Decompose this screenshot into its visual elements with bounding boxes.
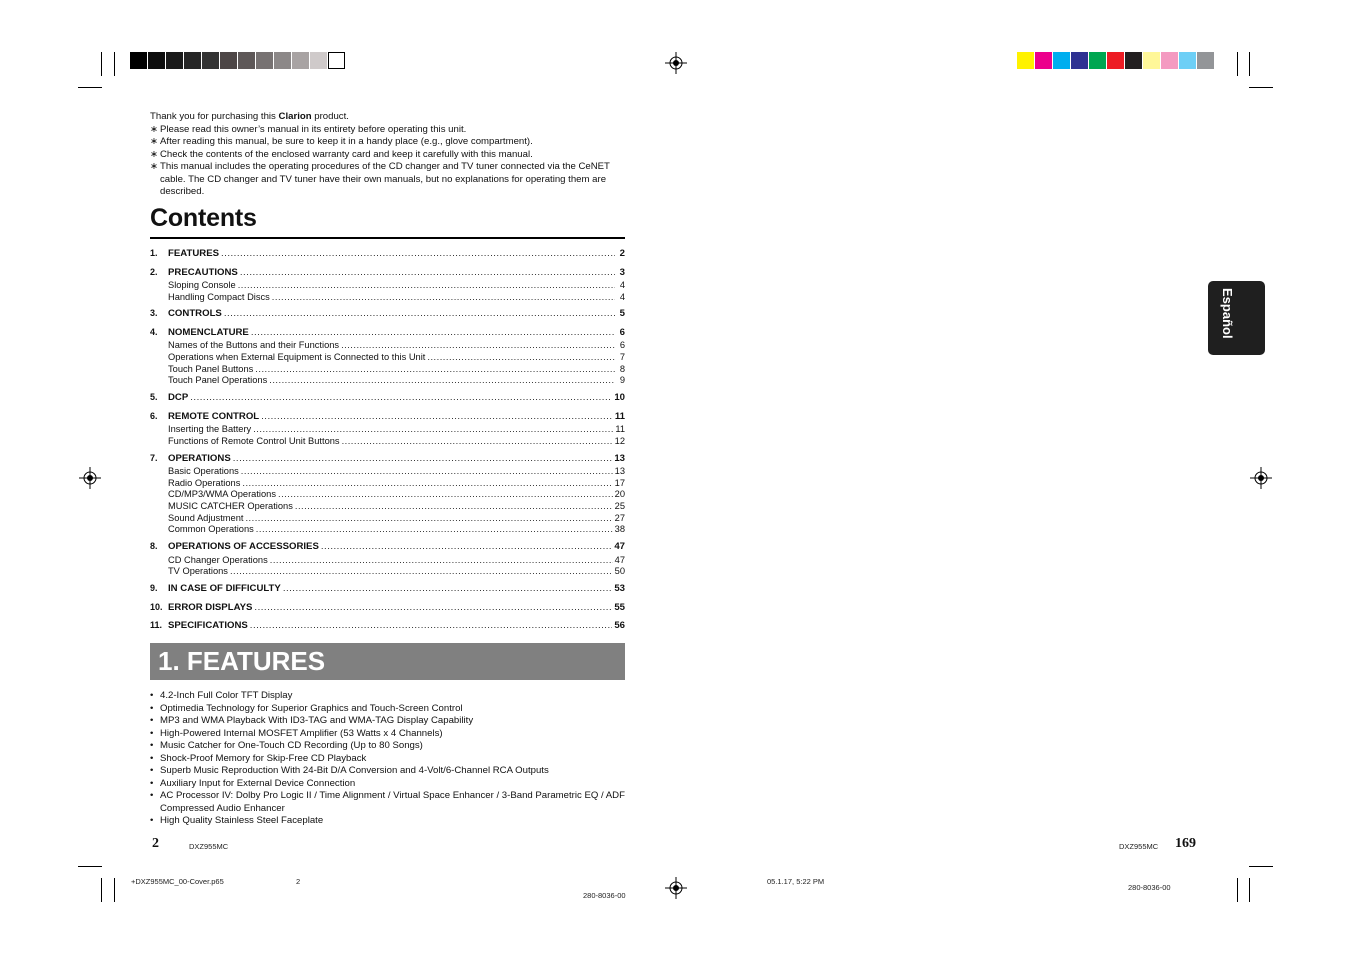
toc-sub-label: Basic Operations [168,466,239,476]
toc-subentry[interactable] [150,340,625,352]
toc-leader [270,555,613,567]
toc-leader [238,280,615,292]
toc-page: 5 [619,308,625,320]
feature-item: • Superb Music Reproduction With 24-Bit D/A Conversion and 4-Volt/6-Channel RCA Outputs [150,765,630,778]
toc-page: 2 [619,248,625,259]
toc-entry[interactable] [150,539,625,555]
crop-mark [101,878,102,902]
toc-label: DCP [168,392,189,404]
toc-section [150,325,625,387]
color-swatch [1125,52,1142,69]
toc-page: 47 [614,541,625,553]
toc-section [150,618,625,634]
toc-entry[interactable] [150,325,625,341]
feature-item: • High-Powered Internal MOSFET Amplifier (53 Watts x 4 Channels) [150,728,630,741]
crop-mark [114,878,115,902]
toc-sub-page: 13 [614,466,625,476]
intro-note: ∗ Please read this owner’s manual in its entirety before operating this unit. [150,124,630,137]
feature-item: • Auxiliary Input for External Device Connection [150,778,630,791]
toc-sub-page: 9 [619,375,625,386]
toc-leader [230,566,613,578]
intro-block [150,111,630,199]
toc-sub-label: Touch Panel Operations [168,375,268,386]
toc-subentry[interactable] [150,436,625,448]
toc-section [150,539,625,578]
toc-sub-page: 4 [619,280,625,290]
slug-date: 05.1.17, 5:22 PM [767,877,825,886]
toc-subentry[interactable] [150,364,625,376]
toc-label: PRECAUTIONS [168,266,238,278]
toc-number: 1. [150,248,158,258]
toc-sub-label: Operations when External Equipment is Connected to this Unit [168,352,426,363]
features-title: 1. FEATURES [158,646,326,676]
toc-page: 11 [614,410,625,422]
crop-mark [1237,52,1238,76]
color-swatch [256,52,273,69]
toc-sub-page: 38 [614,524,625,535]
brand-name: Clarion [278,111,312,122]
color-swatch [148,52,165,69]
contents-title: Contents [150,204,257,232]
toc-sub-label: Radio Operations [168,477,241,488]
feature-item: • MP3 and WMA Playback With ID3-TAG and WMA-TAG Display Capability [150,715,630,728]
toc-number: 11. [150,620,163,630]
left-page-number: 2 [152,836,159,851]
toc-number: 2. [150,266,158,277]
toc-subentry[interactable] [150,466,625,478]
toc-entry[interactable] [150,600,625,616]
toc-subentry[interactable] [150,292,625,304]
toc-section [150,600,625,616]
toc-label: REMOTE CONTROL [168,410,260,422]
features-list [150,690,630,828]
slug-page: 2 [296,877,301,886]
color-swatch [292,52,309,69]
toc-page: 10 [614,392,625,404]
toc-sub-page: 20 [614,489,625,500]
color-swatch [1017,52,1034,69]
toc-sub-label: TV Operations [168,566,228,577]
toc-label: OPERATIONS OF ACCESSORIES [168,541,319,553]
left-model-label: DXZ955MC [189,842,229,851]
toc-subentry[interactable] [150,501,625,513]
toc-number: 7. [150,452,158,463]
toc-page: 55 [614,601,625,613]
toc-page: 56 [614,620,625,631]
registration-target-icon [665,877,687,899]
toc-sub-label: Functions of Remote Control Unit Buttons [168,435,340,446]
toc-sub-page: 17 [614,477,625,488]
toc-leader [295,501,613,513]
color-swatch [220,52,237,69]
feature-item: • Music Catcher for One-Touch CD Recording (Up to 80 Songs) [150,740,630,753]
toc-leader [341,340,615,352]
toc-number: 9. [150,583,158,593]
color-swatch [310,52,327,69]
toc-entry[interactable] [150,451,625,467]
registration-target-icon [1250,467,1272,489]
toc-label: CONTROLS [168,308,222,320]
color-swatch [1107,52,1124,69]
toc-subentry[interactable] [150,513,625,525]
toc-leader [269,375,615,387]
toc-leader [190,390,612,406]
toc-leader [251,325,615,341]
toc-sub-page: 47 [614,554,625,565]
toc-leader [255,364,615,376]
toc-leader [342,436,613,448]
toc-leader [224,306,615,322]
toc-number: 8. [150,541,158,552]
toc-sub-label: CD/MP3/WMA Operations [168,489,276,500]
toc-entry[interactable] [150,390,625,406]
intro-thanks: Thank you for purchasing this Clarion product. [150,111,349,122]
crop-mark [1237,878,1238,902]
toc-subentry[interactable] [150,566,625,578]
color-swatch [274,52,291,69]
toc-sub-label: Common Operations [168,524,254,535]
toc-entry[interactable] [150,246,625,262]
crop-mark [114,52,115,76]
color-swatch [1179,52,1196,69]
color-swatch [130,52,147,69]
toc-subentry[interactable] [150,555,625,567]
toc-number: 4. [150,326,158,337]
toc-number: 10. [150,601,163,612]
toc-section [150,409,625,448]
toc-page: 3 [619,266,625,278]
toc-leader [256,524,613,536]
intro-note: ∗ This manual includes the operating procedures of the CD changer and TV tuner connected via the CeNET cable. The CD changer and TV tuner have their own manuals, but no explanations for operating them are described. [150,161,630,199]
toc-label: ERROR DISPLAYS [168,601,253,613]
toc-number: 5. [150,392,158,403]
color-swatch [1161,52,1178,69]
toc-leader [272,292,615,304]
toc-leader [278,489,613,501]
toc-leader [241,466,613,478]
intro-note: ∗ Check the contents of the enclosed warranty card and keep it carefully with this manual. [150,149,630,162]
toc-entry[interactable] [150,409,625,425]
toc-section [150,581,625,597]
toc-label: IN CASE OF DIFFICULTY [168,583,281,594]
slug-code-left: 280-8036-00 [583,891,626,900]
toc-leader [427,352,615,364]
color-swatch [166,52,183,69]
toc-sub-page: 27 [614,512,625,523]
toc-page: 53 [614,583,625,594]
right-model-label: DXZ955MC [1119,842,1159,851]
toc-sub-page: 12 [614,435,625,446]
toc-leader [321,539,612,555]
toc-section [150,390,625,406]
feature-item: • AC Processor IV: Dolby Pro Logic II / Time Alignment / Virtual Space Enhancer / 3-Band Parametric EQ / ADF Compressed Audio Enhancer [150,790,630,815]
toc-label: OPERATIONS [168,452,231,464]
toc-sub-label: MUSIC CATCHER Operations [168,501,293,512]
right-page-number: 169 [1175,836,1196,851]
feature-item: • High Quality Stainless Steel Faceplate [150,815,630,828]
crop-mark [78,87,102,88]
slug-code-right: 280-8036-00 [1128,883,1171,892]
color-swatch [1071,52,1088,69]
toc-leader [283,581,613,597]
toc-sub-label: Inserting the Battery [168,424,252,435]
toc-leader [233,451,613,467]
color-swatch [238,52,255,69]
toc-section [150,306,625,322]
toc-label: SPECIFICATIONS [168,620,248,631]
toc-sub-label: Touch Panel Buttons [168,363,254,374]
toc-section [150,451,625,537]
toc-subentry[interactable] [150,280,625,292]
toc-subentry[interactable] [150,524,625,536]
toc-sub-page: 50 [614,566,625,577]
toc-leader [261,409,613,425]
toc-subentry[interactable] [150,478,625,490]
toc-subentry[interactable] [150,352,625,364]
color-swatch [202,52,219,69]
crop-mark [1249,866,1273,867]
toc-page: 13 [614,452,625,464]
toc-leader [253,424,613,436]
toc-leader [240,265,615,281]
toc-sub-page: 8 [619,363,625,374]
toc-sub-label: Names of the Buttons and their Functions [168,340,340,351]
toc-subentry[interactable] [150,375,625,387]
crop-mark [1249,87,1273,88]
language-tab [1208,281,1265,355]
color-swatch [1053,52,1070,69]
gray-calibration-bars [130,52,346,69]
color-swatch [1035,52,1052,69]
toc-entry[interactable] [150,618,625,634]
feature-item: • Optimedia Technology for Superior Graphics and Touch-Screen Control [150,703,630,716]
color-swatch [328,52,345,69]
toc-subentry[interactable] [150,424,625,436]
toc-sub-page: 11 [615,424,625,435]
toc-subentry[interactable] [150,489,625,501]
crop-mark [78,866,102,867]
toc-sub-label: Sound Adjustment [168,512,244,523]
toc-page: 6 [619,326,625,338]
slug-file: +DXZ955MC_00-Cover.p65 [131,877,224,886]
toc-leader [242,478,612,490]
toc-leader [245,513,612,525]
toc-number: 6. [150,410,158,421]
color-swatch [184,52,201,69]
toc-label: NOMENCLATURE [168,326,249,338]
intro-note: ∗ After reading this manual, be sure to keep it in a handy place (e.g., glove compartment). [150,136,630,149]
color-calibration-bars [1017,52,1215,69]
crop-mark [101,52,102,76]
color-swatch [1143,52,1160,69]
toc-entry[interactable] [150,265,625,281]
toc-entry[interactable] [150,306,625,322]
color-swatch [1197,52,1214,69]
contents-rule [150,237,625,239]
feature-item: • 4.2-Inch Full Color TFT Display [150,690,630,703]
toc-leader [254,600,612,616]
toc-sub-label: CD Changer Operations [168,554,268,565]
toc-section [150,246,625,262]
toc-label: FEATURES [168,248,219,259]
toc-number: 3. [150,308,158,319]
toc-leader [250,618,613,634]
toc-sub-label: Handling Compact Discs [168,291,270,302]
registration-target-icon [79,467,101,489]
toc-sub-page: 25 [614,501,625,512]
toc-sub-page: 6 [619,340,625,351]
color-swatch [1089,52,1106,69]
language-tab-label: Español [1220,288,1235,339]
registration-target-icon [665,52,687,74]
toc-sub-page: 4 [619,291,625,302]
toc-sub-label: Sloping Console [168,280,236,290]
table-of-contents [150,246,625,637]
toc-sub-page: 7 [619,352,625,363]
feature-item: • Shock-Proof Memory for Skip-Free CD Playback [150,753,630,766]
crop-mark [1249,878,1250,902]
crop-mark [1249,52,1250,76]
toc-leader [221,246,615,262]
toc-section [150,265,625,304]
toc-entry[interactable] [150,581,625,597]
